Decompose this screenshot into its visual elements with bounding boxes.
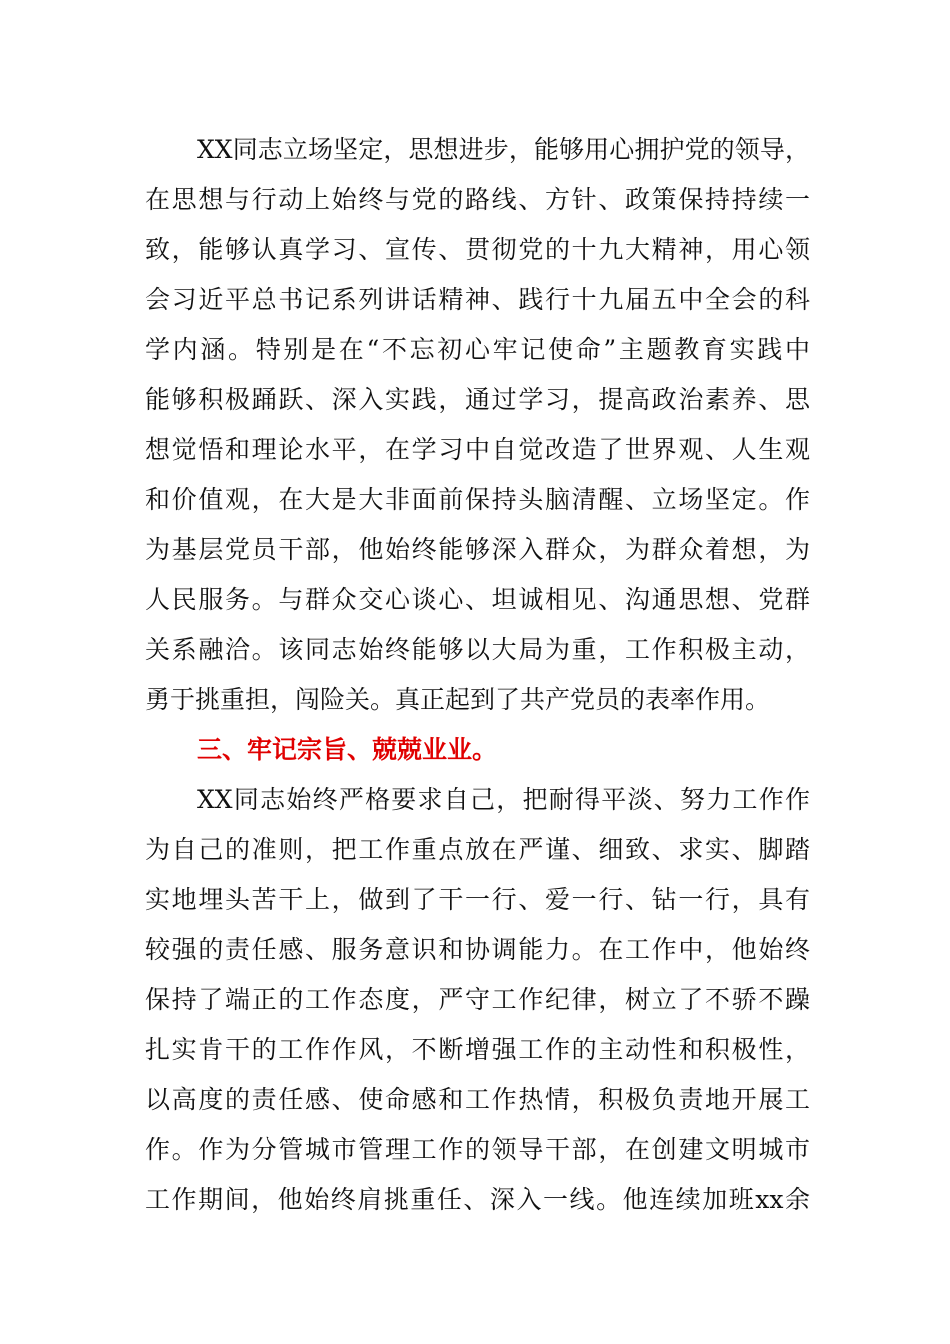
paragraph-line: 在思想与行动上始终与党的路线、方针、政策保持持续一 [145,185,810,214]
paragraph-line: 保持了端正的工作态度，严守工作纪律，树立了不骄不躁 [145,985,810,1014]
paragraph-line: 致，能够认真学习、宣传、贯彻党的十九大精神，用心领 [145,235,810,264]
paragraph-line: 为基层党员干部，他始终能够深入群众，为群众着想，为 [145,535,810,564]
paragraph-line: 能够积极踊跃、深入实践，通过学习，提高政治素养、思 [145,385,810,414]
paragraph-line: 和价值观，在大是大非面前保持头脑清醒、立场坚定。作 [145,485,810,514]
paragraph-line: 人民服务。与群众交心谈心、坦诚相见、沟通思想、党群 [145,585,810,614]
paragraph-line: 勇于挑重担，闯险关。真正起到了共产党员的表率作用。 [145,685,771,714]
section-heading: 三、牢记宗旨、兢兢业业。 [197,735,498,764]
paragraph-line: 关系融洽。该同志始终能够以大局为重，工作积极主动， [145,635,810,664]
paragraph-line: 会习近平总书记系列讲话精神、践行十九届五中全会的科 [145,285,810,314]
paragraph-line: 工作期间，他始终肩挑重任、深入一线。他连续加班xx余 [145,1185,810,1214]
paragraph-line: 扎实肯干的工作作风，不断增强工作的主动性和积极性， [145,1035,810,1064]
paragraph-line: 想觉悟和理论水平，在学习中自觉改造了世界观、人生观 [145,435,810,464]
paragraph-line: 较强的责任感、服务意识和协调能力。在工作中，他始终 [145,935,810,964]
paragraph-line: 以高度的责任感、使命感和工作热情，积极负责地开展工 [145,1085,810,1114]
paragraph-line: XX同志始终严格要求自己，把耐得平淡、努力工作作 [197,785,810,814]
paragraph-line: XX同志立场坚定，思想进步，能够用心拥护党的领导， [197,135,810,164]
paragraph-line: 学内涵。特别是在“不忘初心牢记使命”主题教育实践中 [145,335,810,364]
paragraph-line: 作。作为分管城市管理工作的领导干部，在创建文明城市 [145,1135,810,1164]
paragraph-line: 实地埋头苦干上，做到了干一行、爱一行、钻一行，具有 [145,885,810,914]
paragraph-line: 为自己的准则，把工作重点放在严谨、细致、求实、脚踏 [145,835,810,864]
